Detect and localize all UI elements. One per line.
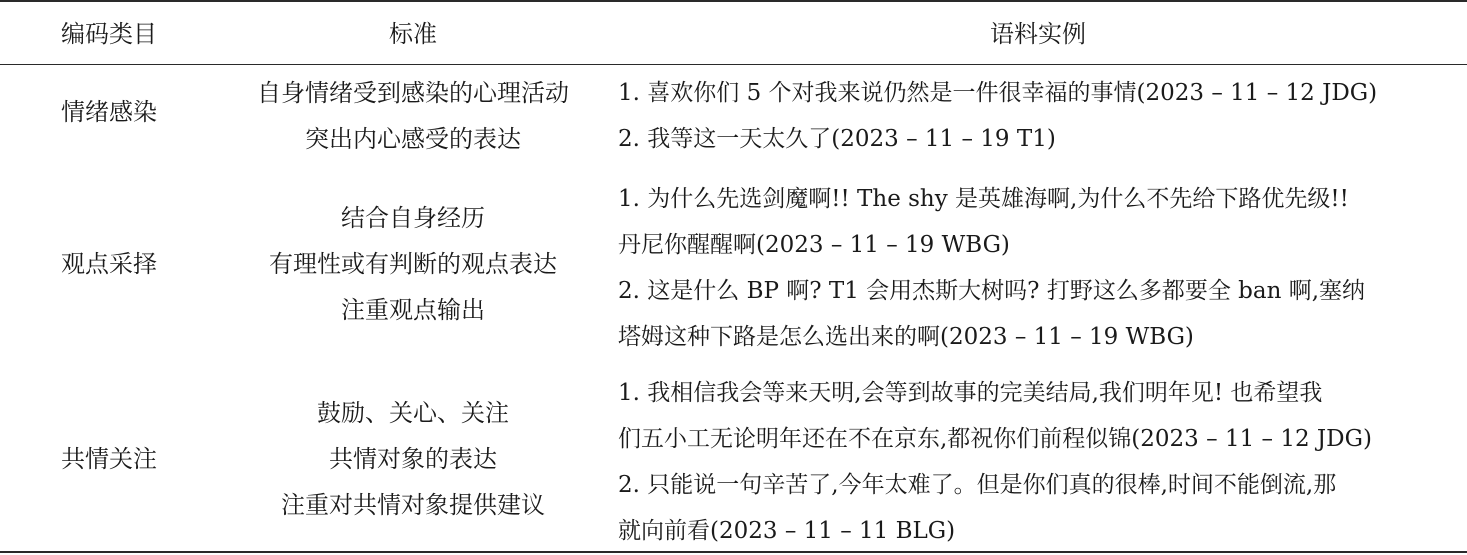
row-1-example-line-2: 2. 我等这一天太久了(2023 – 11 – 19 T1) xyxy=(618,126,1056,152)
row-2-examples xyxy=(618,176,1458,360)
row-3-example-line-4: 就向前看(2023 – 11 – 11 BLG) xyxy=(618,518,956,544)
row-1-category: 情绪感染 xyxy=(61,98,157,126)
header-standard: 标准 xyxy=(389,20,437,48)
row-2-standard-line-3: 注重观点输出 xyxy=(341,296,485,324)
row-2-example-line-3: 2. 这是什么 BP 啊? T1 会用杰斯大树吗? 打野这么多都要全 ban 啊,塞纳 xyxy=(618,278,1366,304)
row-3-example-line-3: 2. 只能说一句辛苦了,今年太难了。但是你们真的很棒,时间不能倒流,那 xyxy=(618,472,1337,498)
row-3-standard-line-2: 共情对象的表达 xyxy=(329,445,497,473)
row-2-example-line-1: 1. 为什么先选剑魔啊!! The shy 是英雄海啊,为什么不先给下路优先级!! xyxy=(618,186,1349,212)
row-2-standard xyxy=(218,195,608,333)
row-2-standard-line-2: 有理性或有判断的观点表达 xyxy=(269,250,557,278)
row-1-standard xyxy=(218,70,608,162)
row-2-example-line-2: 丹尼你醒醒啊(2023 – 11 – 19 WBG) xyxy=(618,232,1010,258)
row-3-standard xyxy=(218,390,608,528)
row-1-standard-line-1: 自身情绪受到感染的心理活动 xyxy=(257,79,569,107)
row-3-standard-line-1: 鼓励、关心、关注 xyxy=(317,399,509,427)
row-2-category: 观点采择 xyxy=(61,250,157,278)
table-bottom-rule xyxy=(0,551,1467,553)
row-3-category: 共情关注 xyxy=(61,445,157,473)
row-2-standard-line-1: 结合自身经历 xyxy=(341,204,485,232)
row-3-examples xyxy=(618,370,1458,554)
row-3-standard-line-3: 注重对共情对象提供建议 xyxy=(281,491,545,519)
row-1-examples xyxy=(618,70,1458,162)
header-category: 编码类目 xyxy=(61,20,157,48)
row-3-example-line-1: 1. 我相信我会等来天明,会等到故事的完美结局,我们明年见! 也希望我 xyxy=(618,380,1323,406)
row-3-example-line-2: 们五小工无论明年还在不在京东,都祝你们前程似锦(2023 – 11 – 12 JDG) xyxy=(618,426,1372,452)
table-header-rule xyxy=(0,64,1467,65)
row-1-standard-line-2: 突出内心感受的表达 xyxy=(305,125,521,153)
row-1-example-line-1: 1. 喜欢你们 5 个对我来说仍然是一件很幸福的事情(2023 – 11 – 12 JDG) xyxy=(618,80,1378,106)
table-top-rule xyxy=(0,0,1467,2)
header-examples: 语料实例 xyxy=(990,20,1086,48)
row-2-example-line-4: 塔姆这种下路是怎么选出来的啊(2023 – 11 – 19 WBG) xyxy=(618,324,1194,350)
